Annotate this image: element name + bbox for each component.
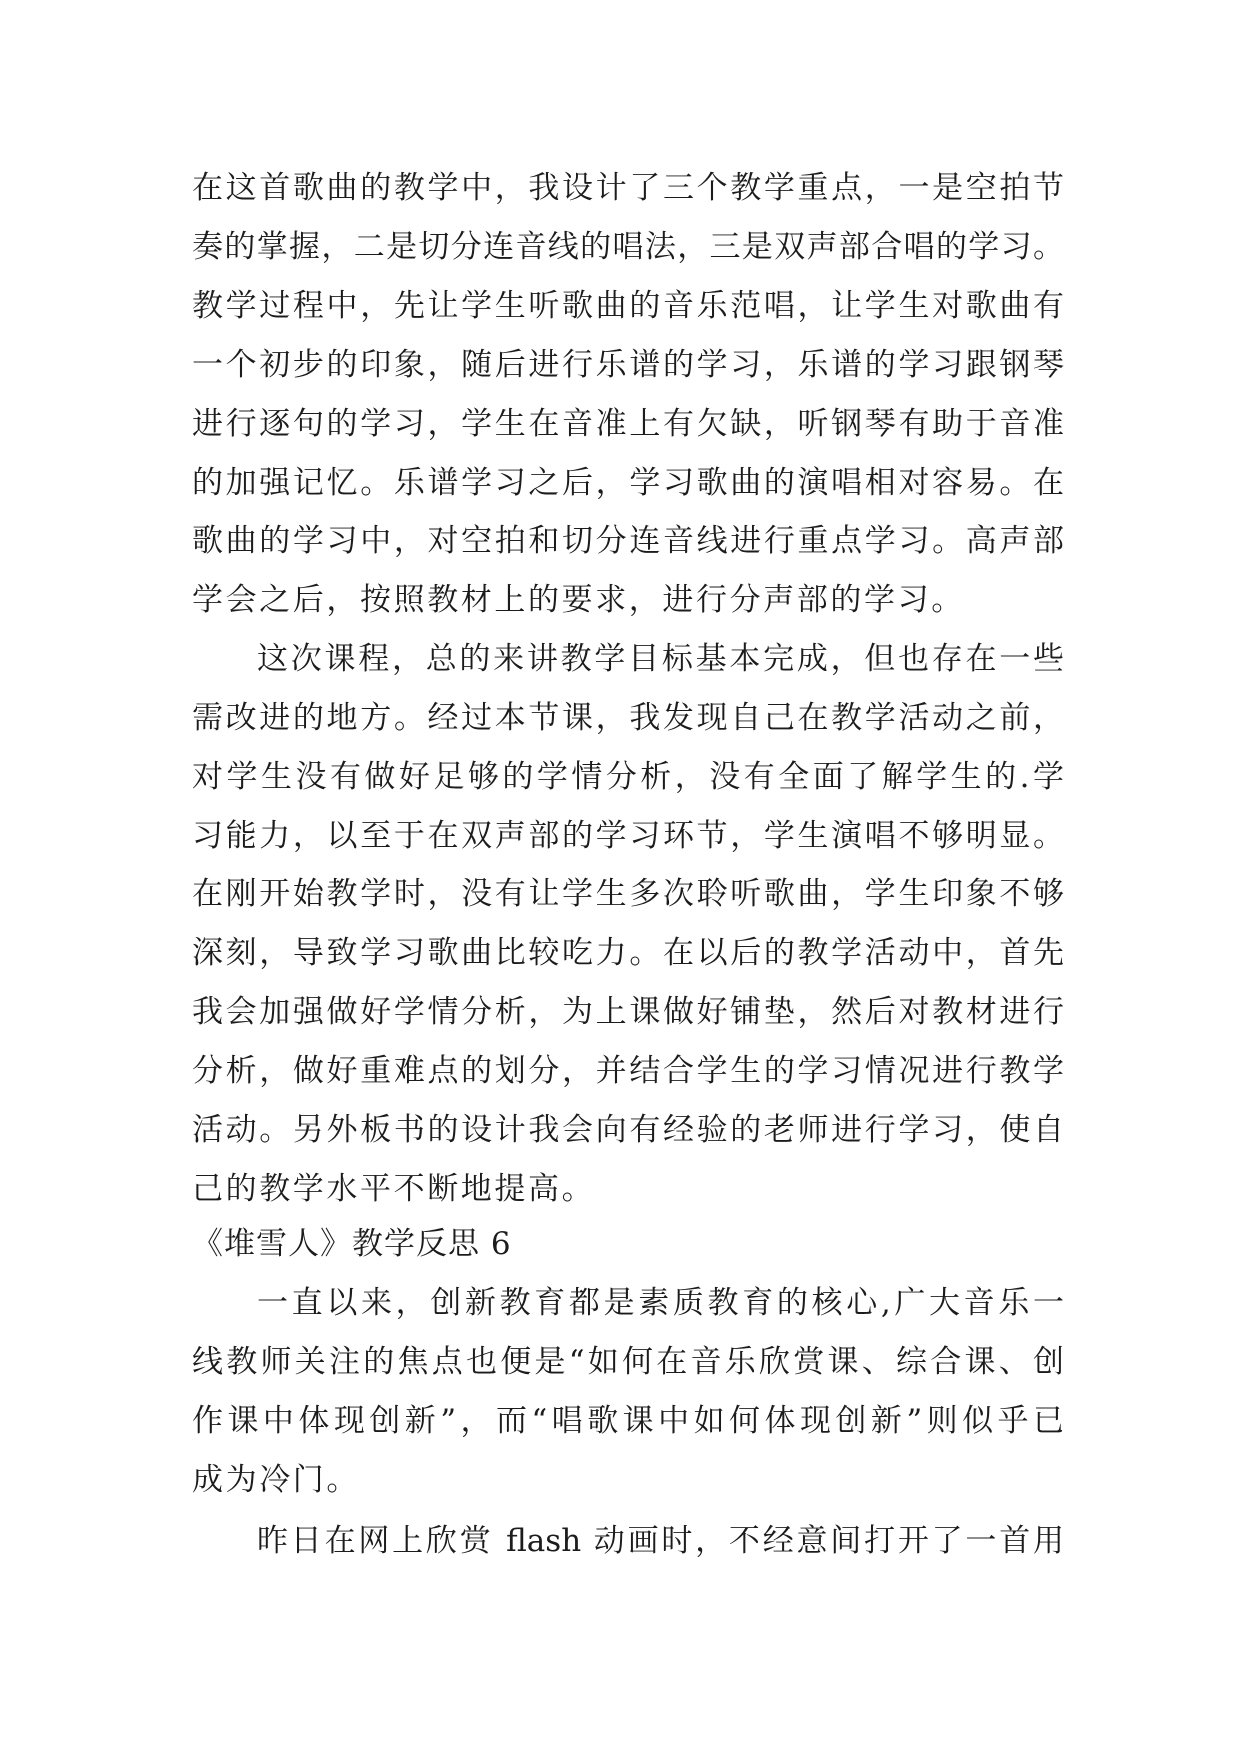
paragraph-line: 习能力，以至于在双声部的学习环节，学生演唱不够明显。 [192, 818, 1064, 854]
paragraph-line: 己的教学水平不断地提高。 [192, 1171, 596, 1207]
paragraph-line: 一个初步的印象，随后进行乐谱的学习，乐谱的学习跟钢琴 [192, 347, 1064, 383]
paragraph-line: 作课中体现创新”，而“唱歌课中如何体现创新”则似乎已 [192, 1403, 1064, 1439]
section-heading: 《堆雪人》教学反思 6 [192, 1226, 512, 1262]
paragraph-line: 这次课程，总的来讲教学目标基本完成，但也存在一些 [257, 641, 1064, 677]
paragraph-line: 需改进的地方。经过本节课，我发现自己在教学活动之前， [192, 700, 1064, 736]
paragraph-line: 进行逐句的学习，学生在音准上有欠缺，听钢琴有助于音准 [192, 406, 1064, 442]
paragraph-line: 深刻，导致学习歌曲比较吃力。在以后的教学活动中，首先 [192, 935, 1064, 971]
paragraph-line: 活动。另外板书的设计我会向有经验的老师进行学习，使自 [192, 1112, 1064, 1148]
paragraph-line: 成为冷门。 [192, 1462, 360, 1498]
paragraph-line: 对学生没有做好足够的学情分析，没有全面了解学生的.学 [192, 759, 1064, 795]
paragraph-line: 歌曲的学习中，对空拍和切分连音线进行重点学习。高声部 [192, 523, 1064, 559]
paragraph-line: 分析，做好重难点的划分，并结合学生的学习情况进行教学 [192, 1053, 1064, 1089]
paragraph-line: 线教师关注的焦点也便是“如何在音乐欣赏课、综合课、创 [192, 1344, 1064, 1380]
paragraph-line: 我会加强做好学情分析，为上课做好铺垫，然后对教材进行 [192, 994, 1064, 1030]
paragraph-line: 昨日在网上欣赏 flash 动画时，不经意间打开了一首用 [257, 1523, 1064, 1559]
paragraph-line: 在刚开始教学时，没有让学生多次聆听歌曲，学生印象不够 [192, 876, 1064, 912]
paragraph-line: 学会之后，按照教材上的要求，进行分声部的学习。 [192, 582, 965, 618]
paragraph-line: 一直以来，创新教育都是素质教育的核心,广大音乐一 [257, 1285, 1064, 1321]
paragraph-line: 奏的掌握，二是切分连音线的唱法，三是双声部合唱的学习。 [192, 229, 1064, 265]
paragraph-line: 在这首歌曲的教学中，我设计了三个教学重点，一是空拍节 [192, 170, 1064, 206]
paragraph-line: 的加强记忆。乐谱学习之后，学习歌曲的演唱相对容易。在 [192, 465, 1064, 501]
paragraph-line: 教学过程中，先让学生听歌曲的音乐范唱，让学生对歌曲有 [192, 288, 1064, 324]
